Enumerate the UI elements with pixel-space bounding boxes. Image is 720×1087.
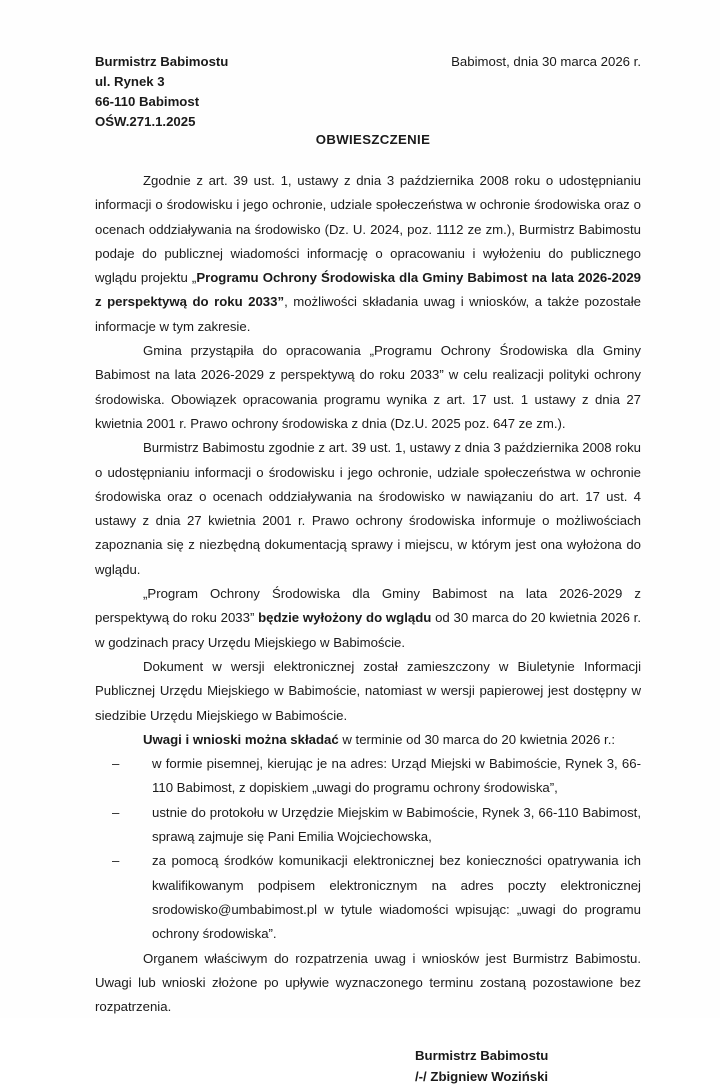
paragraph-5: Dokument w wersji elektronicznej został zamieszczony w Biuletynie Informacji Publicznej Urzędu Miejskiego w Babimoście, natomiast w wersji papierowej jest dostępny w siedzibie Urzędu Miejskiego w Babimoście. — [95, 658, 641, 723]
sender-block — [95, 52, 228, 132]
sender-line-1: Burmistrz Babimostu — [95, 54, 229, 69]
list-item — [112, 801, 641, 850]
document-content — [95, 52, 641, 1087]
paragraph-4-bold-display-notice: będzie wyłożony do wglądu — [258, 610, 432, 626]
list-item-text: ustnie do protokołu w Urzędzie Miejskim w Babimoście, Rynek 3, 66-110 Babimost, sprawą zajmuje się Pani Emilia Wojciechowska, — [152, 804, 641, 845]
dash-bullet-icon: – — [112, 853, 120, 869]
paragraph-6-bold-lead: Uwagi i wnioski można składać — [143, 731, 339, 747]
list-item — [112, 849, 641, 946]
dash-bullet-icon: – — [112, 804, 120, 820]
paragraph-6-part-b: w terminie od 30 marca do 20 kwietnia 2026 r.: — [338, 731, 616, 747]
paragraph-1 — [95, 169, 641, 339]
paragraph-2: Gmina przystąpiła do opracowania „Programu Ochrony Środowiska dla Gminy Babimost na lata 2026-2029 z perspektywą do roku 2033” w celu realizacji polityki ochrony środowiska. Obowiązek opracowania programu wynika z art. 17 ust. 1 ustawy z dnia 27 kwietnia 2001 r. Prawo ochrony środowiska z dnia (Dz.U. 2025 poz. 647 ze zm.). — [95, 343, 641, 431]
list-item-text: w formie pisemnej, kierując je na adres: Urząd Miejski w Babimoście, Rynek 3, 66-110 Babimost, z dopiskiem „uwagi do programu ochrony środowiska”, — [152, 756, 641, 796]
list-item-text: za pomocą środków komunikacji elektronicznej bez konieczności opatrywania ich kwalifikowanym podpisem elektronicznym na adres poczty elektronicznej srodowisko@umbabimost.pl w tytule wiadomości wpisując: „uwagi do programu ochrony środowiska”. — [152, 853, 641, 942]
paragraph-4-part-b: od 30 marca do 20 kwietnia 2026 r. w godzinach pracy Urzędu Miejskiego w Babimoście. — [95, 610, 641, 650]
signature-name: /-/ Zbigniew Woziński — [415, 1069, 549, 1085]
paragraph-6-submission-intro — [95, 728, 641, 752]
paragraph-1-part-a: Zgodnie z art. 39 ust. 1, ustawy z dnia 3 października 2008 roku o udostępnianiu informacji o środowisku i jego ochronie, udziale społeczeństwa w ochronie środowiska oraz o ocenach oddziaływania na środowisko (Dz. U. 2024, poz. 1112 ze zm.), Burmistrz Babimostu podaje do publicznej wiadomości informację o opracowaniu i wyłożeniu do publicznego wglądu projektu „ — [95, 173, 641, 286]
dash-bullet-icon: – — [112, 756, 120, 772]
paragraph-4-part-a: „Program Ochrony Środowiska dla Gminy Babimost na lata 2026-2029 z perspektywą do roku 2033” — [95, 586, 641, 626]
sender-line-3: 66-110 Babimost — [95, 94, 200, 109]
sender-line-2: ul. Rynek 3 — [95, 74, 165, 89]
paragraph-1-bold-program-name: Programu Ochrony Środowiska dla Gminy Babimost na lata 2026-2029 z perspektywą do roku 2033” — [95, 270, 641, 310]
paragraph-3: Burmistrz Babimostu zgodnie z art. 39 ust. 1, ustawy z dnia 3 października 2008 roku o udostępnianiu informacji o środowisku i jego ochronie, udziale społeczeństwa w ochronie środowiska oraz o ocenach oddziaływania na środowisko w nawiązaniu do art. 17 ust. 4 ustawy z dnia 27 kwietnia 2001 r. Prawo ochrony środowiska informuje o możliwościach zapoznania się z niezbędną dokumentacją sprawy i miejscu, w którym jest ona wyłożona do wglądu. — [95, 440, 641, 577]
place-and-date: Babimost, dnia 30 marca 2026 r. — [451, 54, 641, 69]
document-title: OBWIESZCZENIE — [315, 132, 431, 147]
document-body — [95, 169, 641, 1019]
sender-reference-number: OŚW.271.1.2025 — [95, 114, 196, 129]
paragraph-4 — [95, 582, 641, 655]
paragraph-1-part-b: , możliwości składania uwag i wniosków, a także pozostałe informacje w tym zakresie. — [95, 294, 641, 334]
submission-methods-list — [95, 752, 641, 946]
letterhead — [95, 52, 641, 128]
signature-title: Burmistrz Babimostu — [415, 1048, 549, 1064]
signature-block — [95, 1045, 641, 1087]
paragraph-7-closing: Organem właściwym do rozpatrzenia uwag i wniosków jest Burmistrz Babimostu. Uwagi lub wnioski złożone po upływie wyznaczonego terminu zostaną pozostawione bez rozpatrzenia. — [95, 950, 641, 1015]
list-item — [112, 752, 641, 801]
